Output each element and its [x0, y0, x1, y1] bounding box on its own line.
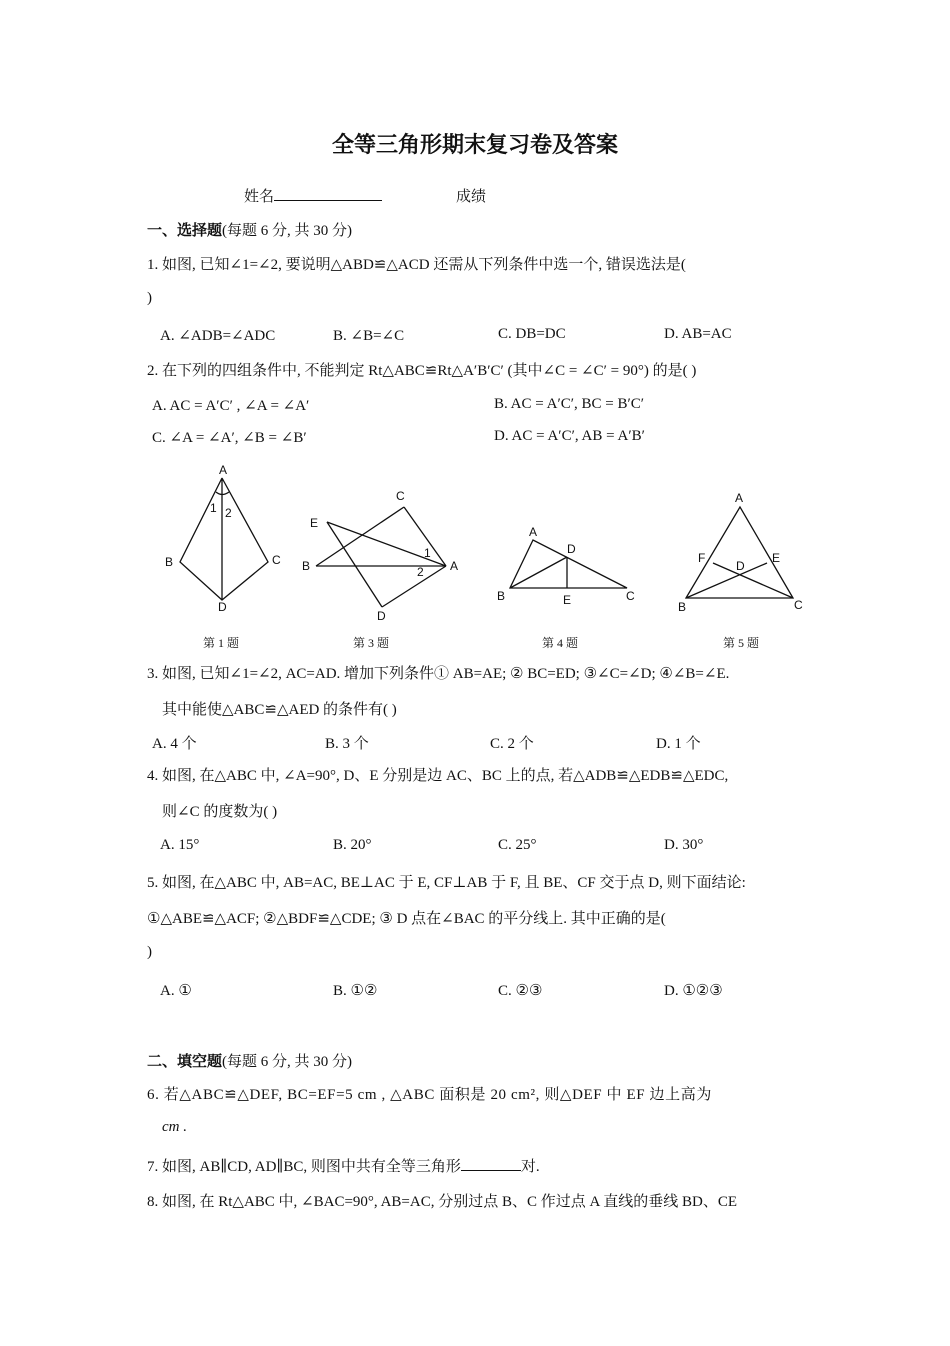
fig4-label: A: [529, 525, 538, 539]
q6-text-cont: cm .: [162, 1119, 187, 1135]
q7-answer-blank[interactable]: [461, 1156, 521, 1171]
q1-option-b: B. ∠B=∠C: [333, 328, 405, 344]
fig4-label: D: [567, 542, 576, 556]
q4-option-c: C. 25°: [498, 837, 537, 853]
figure-3: [302, 489, 458, 623]
section1-title: 一、选择题: [147, 221, 223, 239]
name-label: 姓名: [244, 189, 275, 205]
fig5-label: C: [794, 598, 803, 612]
figures: [0, 0, 950, 660]
q3-option-d: D. 1 个: [656, 736, 701, 752]
score-label: 成绩: [456, 189, 487, 205]
q2-text: 2. 在下列的四组条件中, 不能判定 Rt△ABC≌Rt△A′B′C′ (其中∠C = ∠C′ = 90°) 的是( ): [147, 363, 697, 379]
q3-option-b: B. 3 个: [325, 736, 369, 752]
fig5-label: D: [736, 559, 745, 573]
figure-1: [165, 463, 281, 614]
q5-option-b: B. ①②: [333, 983, 378, 999]
fig3-label: A: [450, 559, 459, 573]
q4-text: 4. 如图, 在△ABC 中, ∠A=90°, D、E 分别是边 AC、BC 上的点, 若△ADB≌△EDB≌△EDC,: [147, 768, 729, 784]
fig5-label: E: [772, 551, 781, 565]
figure-5: [678, 491, 803, 614]
page-title: 全等三角形期末复习卷及答案: [331, 133, 618, 158]
q2-option-a: A. AC = A′C′ , ∠A = ∠A′: [152, 398, 310, 414]
fig3-label: D: [377, 609, 386, 623]
fig1-label: A: [219, 463, 228, 477]
q4-option-d: D. 30°: [664, 837, 704, 853]
q4-option-b: B. 20°: [333, 837, 372, 853]
q7-text-after: 对.: [520, 1159, 540, 1175]
fig3-caption: 第 3 题: [353, 636, 390, 650]
q3-text: 3. 如图, 已知∠1=∠2, AC=AD. 增加下列条件① AB=AE; ② BC=ED; ③∠C=∠D; ④∠B=∠E.: [147, 666, 730, 682]
fig4-caption: 第 4 题: [542, 636, 579, 650]
fig4-label: E: [563, 593, 572, 607]
q7-text-before: 7. 如图, AB∥CD, AD∥BC, 则图中共有全等三角形: [147, 1159, 461, 1175]
section2-heading: [147, 1050, 352, 1071]
q2-option-d: D. AC = A′C′, AB = A′B′: [494, 428, 645, 444]
q1-text: 1. 如图, 已知∠1=∠2, 要说明△ABD≌△ACD 还需从下列条件中选一个, 错误选法是(: [147, 257, 686, 273]
q5-text-cont2: ): [147, 944, 152, 960]
q1-option-a: A. ∠ADB=∠ADC: [160, 328, 276, 344]
fig1-label: D: [218, 600, 227, 614]
fig1-label: 1: [210, 501, 217, 515]
fig4-label: C: [626, 589, 635, 603]
fig5-caption: 第 5 题: [723, 636, 760, 650]
fig5-label: B: [678, 600, 687, 614]
q2-option-b: B. AC = A′C′, BC = B′C′: [494, 396, 645, 412]
fig3-label: 2: [417, 565, 424, 579]
section2-note: (每题 6 分, 共 30 分): [222, 1054, 353, 1070]
fig3-label: 1: [424, 546, 431, 560]
q1-option-d: D. AB=AC: [664, 326, 732, 342]
fig5-label: A: [735, 491, 744, 505]
section1-note: (每题 6 分, 共 30 分): [222, 223, 353, 239]
q5-text: 5. 如图, 在△ABC 中, AB=AC, BE⊥AC 于 E, CF⊥AB 于 F, 且 BE、CF 交于点 D, 则下面结论:: [147, 875, 746, 891]
fig3-label: C: [396, 489, 405, 503]
figure-4: [497, 525, 635, 607]
fig1-label: B: [165, 555, 174, 569]
q5-option-d: D. ①②③: [664, 983, 723, 999]
q5-option-c: C. ②③: [498, 983, 543, 999]
fig5-label: F: [698, 551, 706, 565]
fig3-label: E: [310, 516, 319, 530]
fig1-label: C: [272, 553, 281, 567]
q1-text-cont: ): [147, 290, 152, 306]
q7-text: [147, 1155, 540, 1176]
section2-title: 二、填空题: [147, 1052, 223, 1070]
q2-option-c: C. ∠A = ∠A′, ∠B = ∠B′: [152, 430, 307, 446]
fig4-label: B: [497, 589, 506, 603]
fig3-label: B: [302, 559, 311, 573]
q1-option-c: C. DB=DC: [498, 326, 566, 342]
q8-text: 8. 如图, 在 Rt△ABC 中, ∠BAC=90°, AB=AC, 分别过点 B、C 作过点 A 直线的垂线 BD、CE: [147, 1194, 737, 1210]
fig1-caption: 第 1 题: [203, 636, 240, 650]
q5-text-cont: ①△ABE≌△ACF; ②△BDF≌△CDE; ③ D 点在∠BAC 的平分线上. 其中正确的是(: [147, 911, 666, 927]
q4-option-a: A. 15°: [160, 837, 200, 853]
q3-text-cont: 其中能使△ABC≌△AED 的条件有( ): [162, 702, 397, 718]
q3-option-c: C. 2 个: [490, 736, 534, 752]
q4-text-cont: 则∠C 的度数为( ): [162, 804, 278, 820]
q5-option-a: A. ①: [160, 983, 192, 999]
fig1-label: 2: [225, 506, 232, 520]
q6-text: 6. 若△ABC≌△DEF, BC=EF=5 cm , △ABC 面积是 20 cm², 则△DEF 中 EF 边上高为: [147, 1087, 712, 1103]
q3-option-a: A. 4 个: [152, 736, 197, 752]
